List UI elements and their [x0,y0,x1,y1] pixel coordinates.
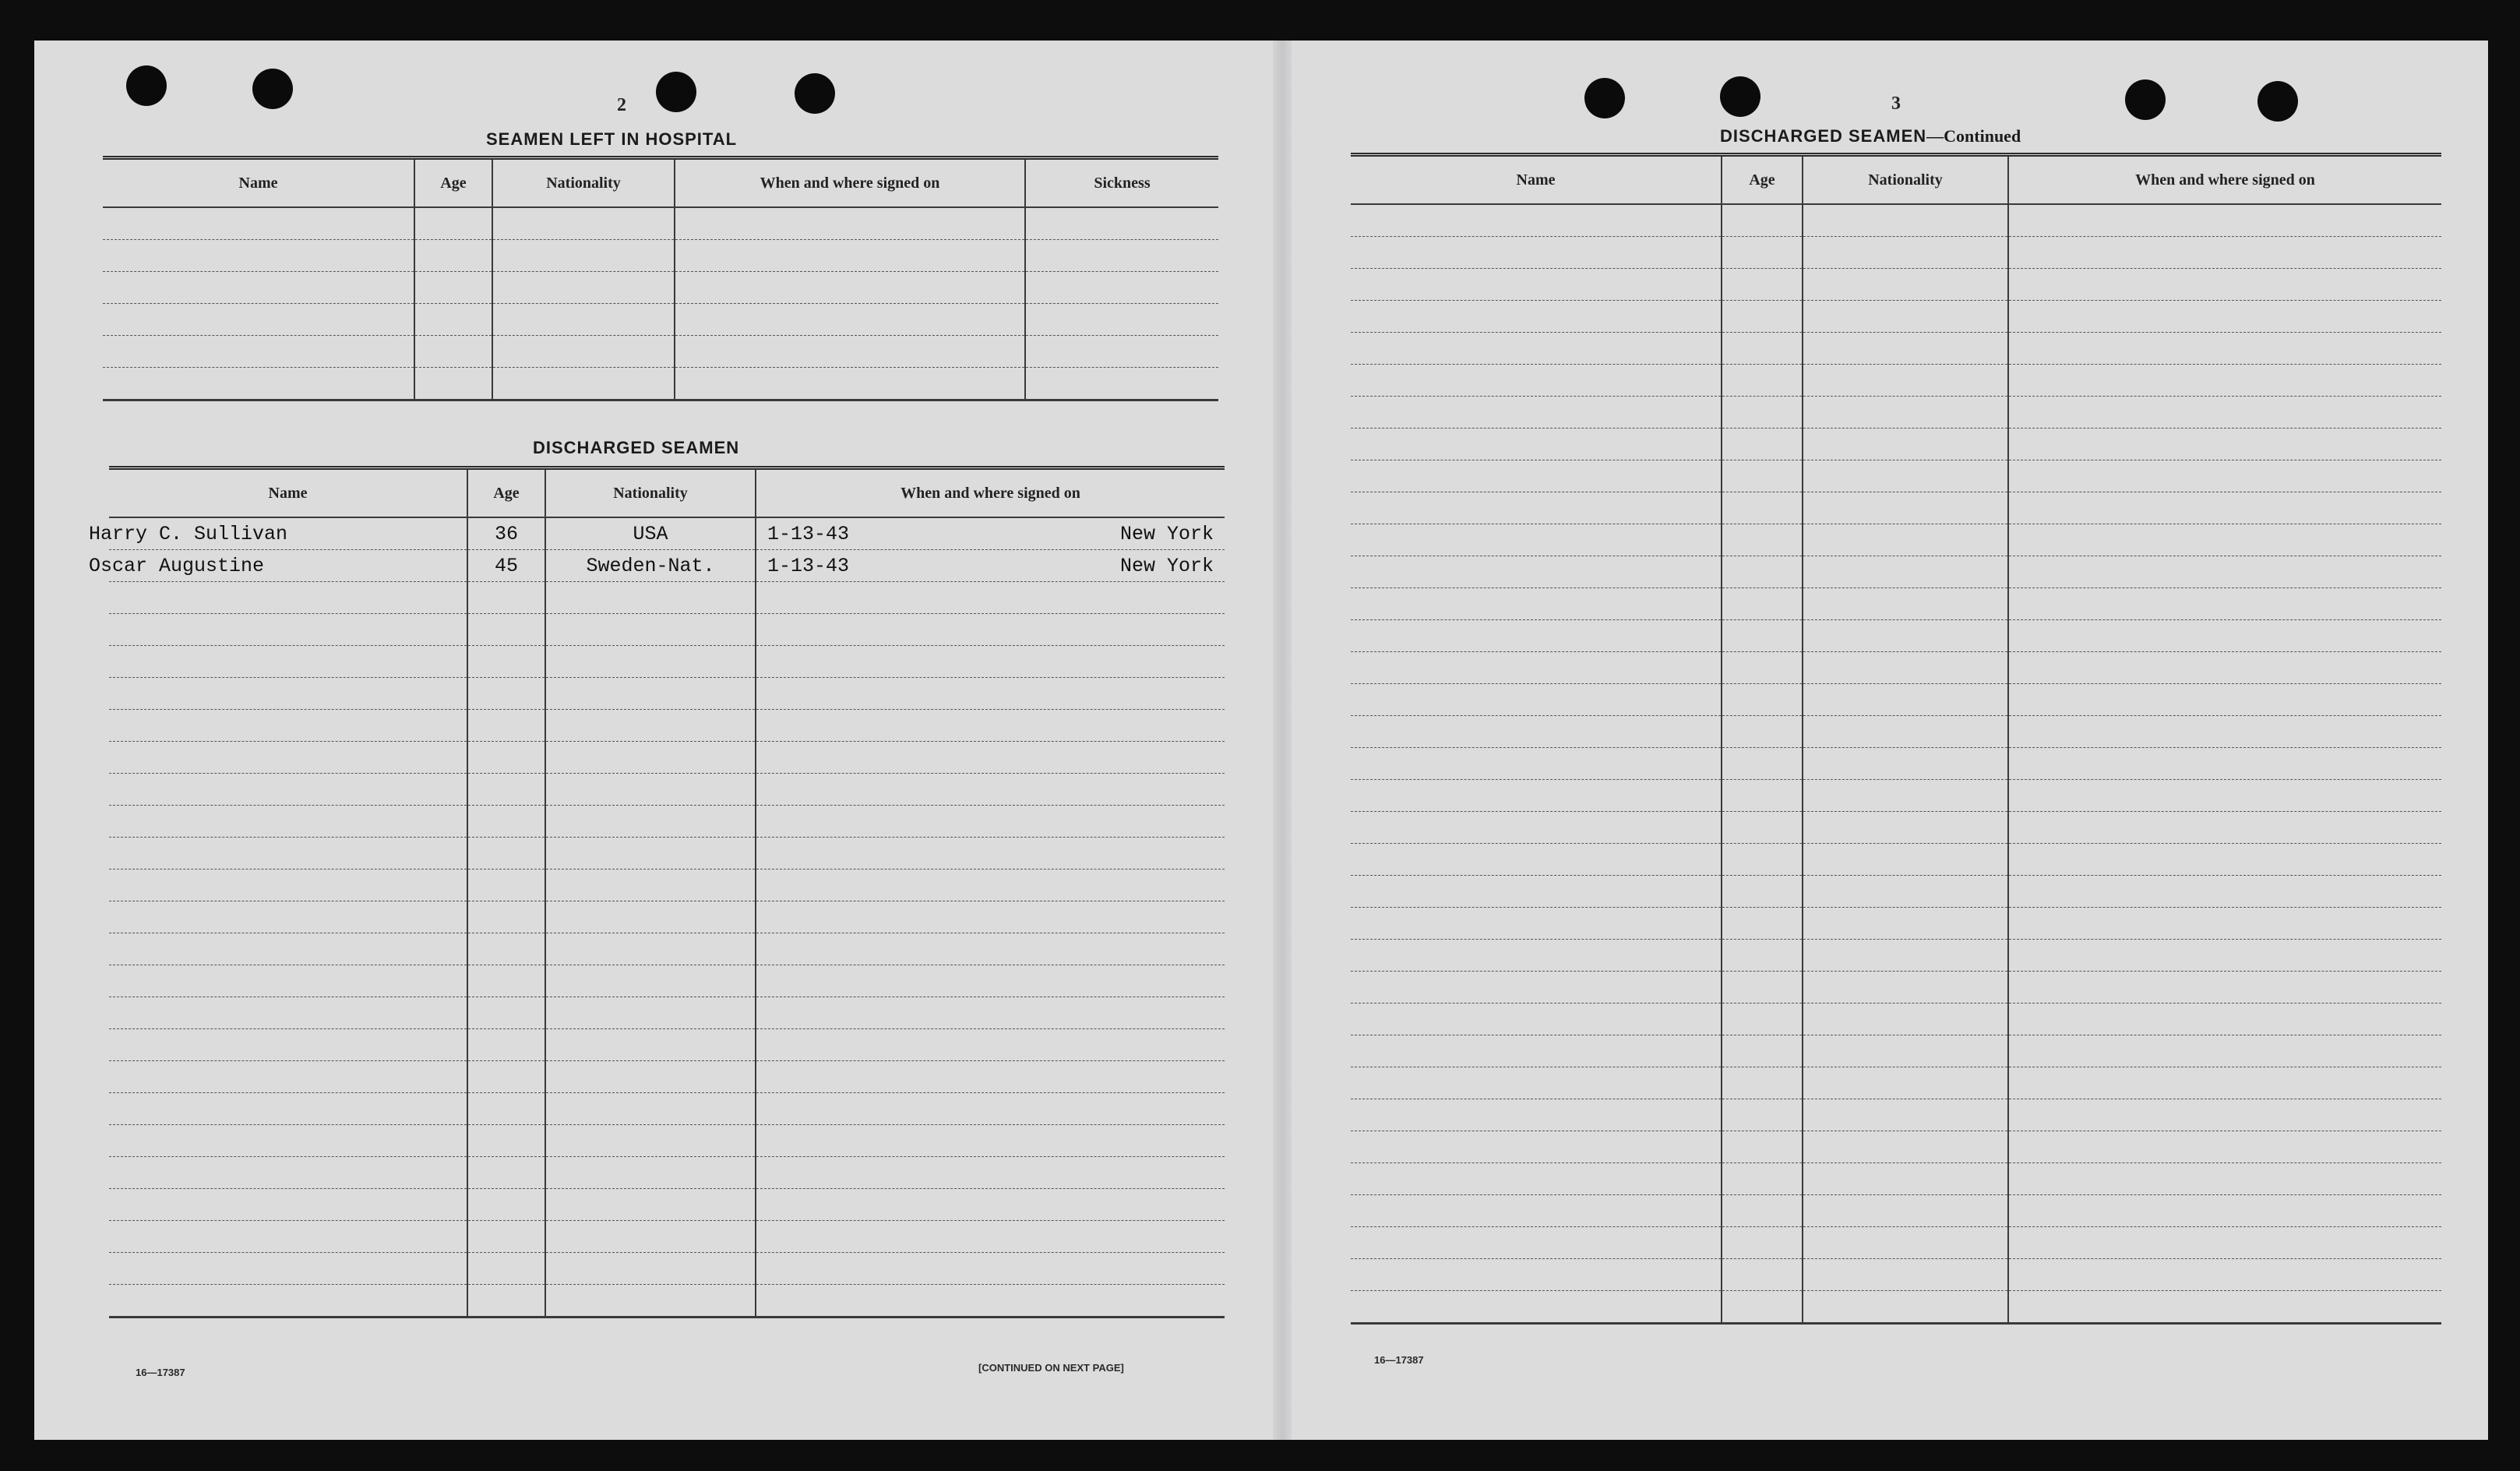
table-row [109,550,1225,582]
table-row [1351,365,2441,397]
table-row [109,901,1225,933]
table-row [1351,940,2441,972]
table-row [109,710,1225,742]
page-fold [1273,41,1292,1440]
table-row [1351,269,2441,301]
table-row [1351,524,2441,556]
table-row [109,933,1225,965]
punch-hole [656,72,696,112]
table-row [1351,460,2441,492]
col-header-signed-on: When and where signed on [2008,155,2441,205]
seaman-age: 36 [467,517,545,550]
ledger-sheet [34,41,2488,1440]
table-row [1351,588,2441,620]
table-row [109,517,1225,550]
col-header-nationality: Nationality [1803,155,2008,205]
table-row [109,1189,1225,1221]
table-row [109,614,1225,646]
table-row [1351,1035,2441,1067]
table-row [109,870,1225,901]
table-row [1351,684,2441,716]
col-header-name: Name [109,468,467,518]
table-row [1351,812,2441,844]
table-row [1351,492,2441,524]
title-main: DISCHARGED SEAMEN [1720,126,1927,146]
table-row [109,1221,1225,1253]
table-row [109,582,1225,614]
punch-hole [795,73,835,114]
table-row [1351,780,2441,812]
discharged-table [89,466,1225,1318]
table-row [1351,620,2441,652]
table-row [1351,333,2441,365]
col-header-signed-on: When and where signed on [675,158,1025,208]
table-row [109,1285,1225,1318]
seaman-name: Oscar Augustine [109,550,467,582]
table-row [103,368,1218,400]
signed-on-cell [756,517,1225,550]
table-row [103,207,1218,240]
page-number: 3 [1891,93,1901,114]
table-row [1351,301,2441,333]
table-row [1351,748,2441,780]
table-row [1351,876,2441,908]
table-row [1351,908,2441,940]
table-row [109,774,1225,806]
continued-note: [CONTINUED ON NEXT PAGE] [978,1362,1124,1374]
seaman-nationality: Sweden-Nat. [545,550,756,582]
table-row [109,806,1225,838]
table-row [1351,716,2441,748]
signed-on-date: 1-13-43 [767,522,850,545]
table-row [1351,1131,2441,1163]
hospital-section-title: SEAMEN LEFT IN HOSPITAL [486,129,738,149]
signed-on-cell [756,550,1225,582]
table-row [109,742,1225,774]
punch-hole [1584,78,1625,118]
table-row [1351,556,2441,588]
seaman-name: Harry C. Sullivan [109,517,467,550]
signed-on-date: 1-13-43 [767,554,850,577]
form-number: 16—17387 [136,1367,185,1378]
table-row [109,1125,1225,1157]
punch-hole [2257,81,2298,122]
table-row [1351,397,2441,429]
table-row [109,646,1225,678]
discharged-continued-title [1720,126,2021,146]
table-row [109,838,1225,870]
table-row [109,1157,1225,1189]
table-row [109,1061,1225,1093]
table-row [1351,652,2441,684]
table-row [1351,1291,2441,1324]
signed-on-place: New York [1119,522,1214,545]
table-row [1351,1004,2441,1035]
col-header-sickness: Sickness [1025,158,1218,208]
table-row [1351,1067,2441,1099]
col-header-age: Age [414,158,492,208]
punch-hole [252,69,293,109]
discharged-continued-table [1351,153,2441,1325]
table-row [109,965,1225,997]
punch-hole [126,65,167,106]
table-row [103,272,1218,304]
col-header-name: Name [1351,155,1722,205]
col-header-nationality: Nationality [545,468,756,518]
title-suffix: —Continued [1926,126,2021,146]
table-row [1351,844,2441,876]
discharged-section-title: DISCHARGED SEAMEN [533,438,740,457]
table-row [1351,972,2441,1004]
table-row [109,1093,1225,1125]
table-row [1351,1259,2441,1291]
col-header-name: Name [103,158,414,208]
table-row [109,1253,1225,1285]
table-row [109,678,1225,710]
col-header-age: Age [1722,155,1803,205]
table-row [1351,1227,2441,1259]
punch-hole [2125,79,2166,120]
table-row [1351,429,2441,460]
table-row [109,997,1225,1029]
seaman-age: 45 [467,550,545,582]
col-header-signed-on: When and where signed on [756,468,1225,518]
col-header-nationality: Nationality [492,158,675,208]
table-row [109,1029,1225,1061]
page-number: 2 [617,95,626,115]
table-row [1351,237,2441,269]
form-number: 16—17387 [1374,1354,1424,1366]
table-row [103,336,1218,368]
table-row [1351,204,2441,237]
hospital-table [103,156,1218,401]
signed-on-place: New York [1119,554,1214,577]
table-row [1351,1195,2441,1227]
table-row [1351,1163,2441,1195]
table-row [103,304,1218,336]
table-row [103,240,1218,272]
table-row [1351,1099,2441,1131]
col-header-age: Age [467,468,545,518]
punch-hole [1720,76,1760,117]
seaman-nationality: USA [545,517,756,550]
